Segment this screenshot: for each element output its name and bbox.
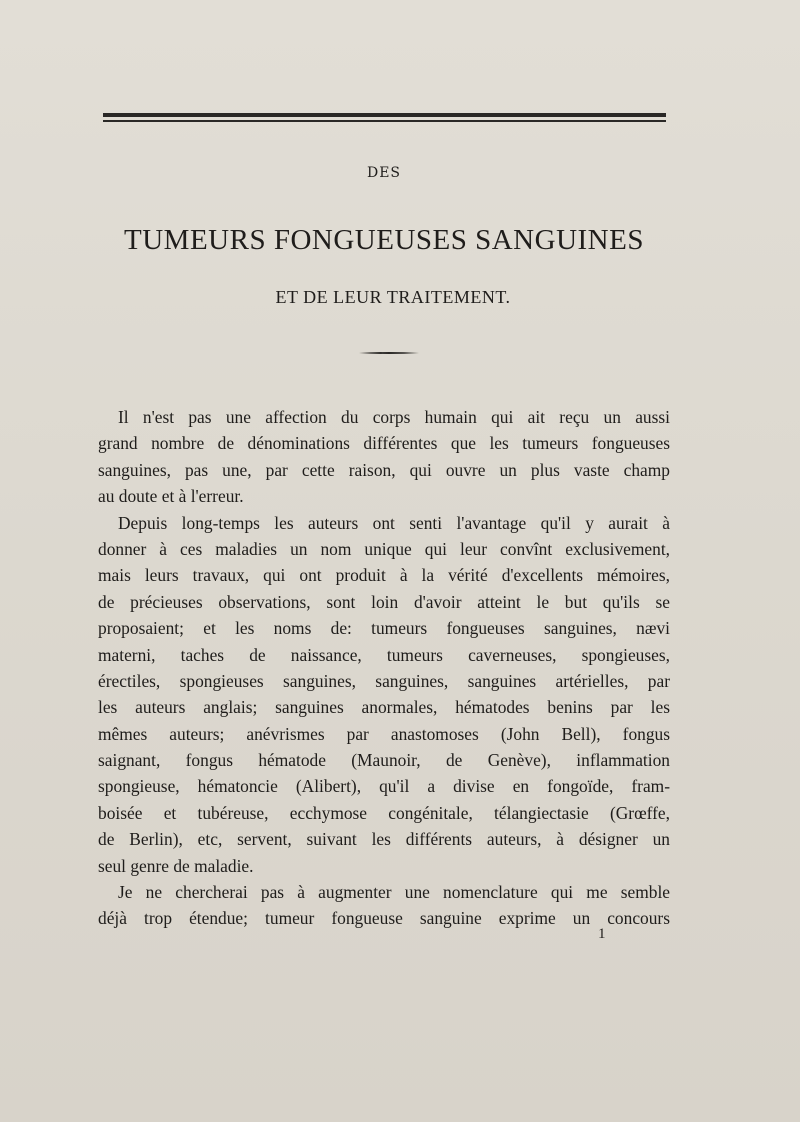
page-number: 1 — [598, 926, 606, 942]
body-line: au doute et à l'erreur. — [98, 486, 244, 507]
body-line: spongieuse, hématoncie (Alibert), qu'il a divise en fongoïde, fram- — [98, 776, 670, 797]
header-rule-thick — [103, 113, 666, 117]
body-line: materni, taches de naissance, tumeurs caverneuses, spongieuses, — [98, 644, 670, 665]
body-text — [98, 404, 670, 932]
body-line: boisée et tubéreuse, ecchymose congénitale, télangiectasie (Grœffe, — [98, 802, 670, 823]
body-line: Il n'est pas une affection du corps humain qui ait reçu un aussi — [118, 407, 670, 427]
body-line: de Berlin), etc, servent, suivant les différents auteurs, à désigner un — [98, 829, 670, 850]
body-line: Depuis long-temps les auteurs ont senti l'avantage qu'il y aurait à — [118, 512, 670, 533]
body-line: sanguines, pas une, par cette raison, qui ouvre un plus vaste champ — [98, 459, 670, 480]
body-line: les auteurs anglais; sanguines anormales, hématodes benins par les — [98, 697, 670, 718]
body-line: donner à ces maladies un nom unique qui leur convînt exclusivement, — [98, 538, 670, 559]
header-rule-thin — [103, 120, 666, 122]
body-line: de précieuses observations, sont loin d'avoir atteint le but qu'ils se — [98, 591, 670, 612]
body-line: proposaient; et les noms de: tumeurs fongueuses sanguines, nævi — [98, 618, 670, 639]
body-line: seul genre de maladie. — [98, 855, 254, 876]
ornament-rule — [359, 351, 419, 355]
body-line: érectiles, spongieuses sanguines, sanguines, sanguines artérielles, par — [98, 670, 670, 691]
body-line: saignant, fongus hématode (Maunoir, de Genève), inflammation — [98, 750, 670, 771]
body-line: mais leurs travaux, qui ont produit à la vérité d'excellents mémoires, — [98, 565, 670, 586]
body-line: mêmes auteurs; anévrismes par anastomoses (John Bell), fongus — [98, 723, 670, 744]
heading-des: DES — [366, 165, 402, 181]
header-double-rule — [103, 113, 666, 123]
body-line: déjà trop étendue; tumeur fongueuse sanguine exprime un concours — [98, 908, 670, 929]
page-subtitle: ET DE LEUR TRAITEMENT. — [275, 287, 511, 307]
body-line: grand nombre de dénominations différentes que les tumeurs fongueuses — [98, 433, 670, 454]
body-line: Je ne chercherai pas à augmenter une nomenclature qui me semble — [118, 882, 670, 903]
page-title: TUMEURS FONGUEUSES SANGUINES — [124, 224, 644, 256]
ornament-rule-graphic — [359, 351, 419, 355]
